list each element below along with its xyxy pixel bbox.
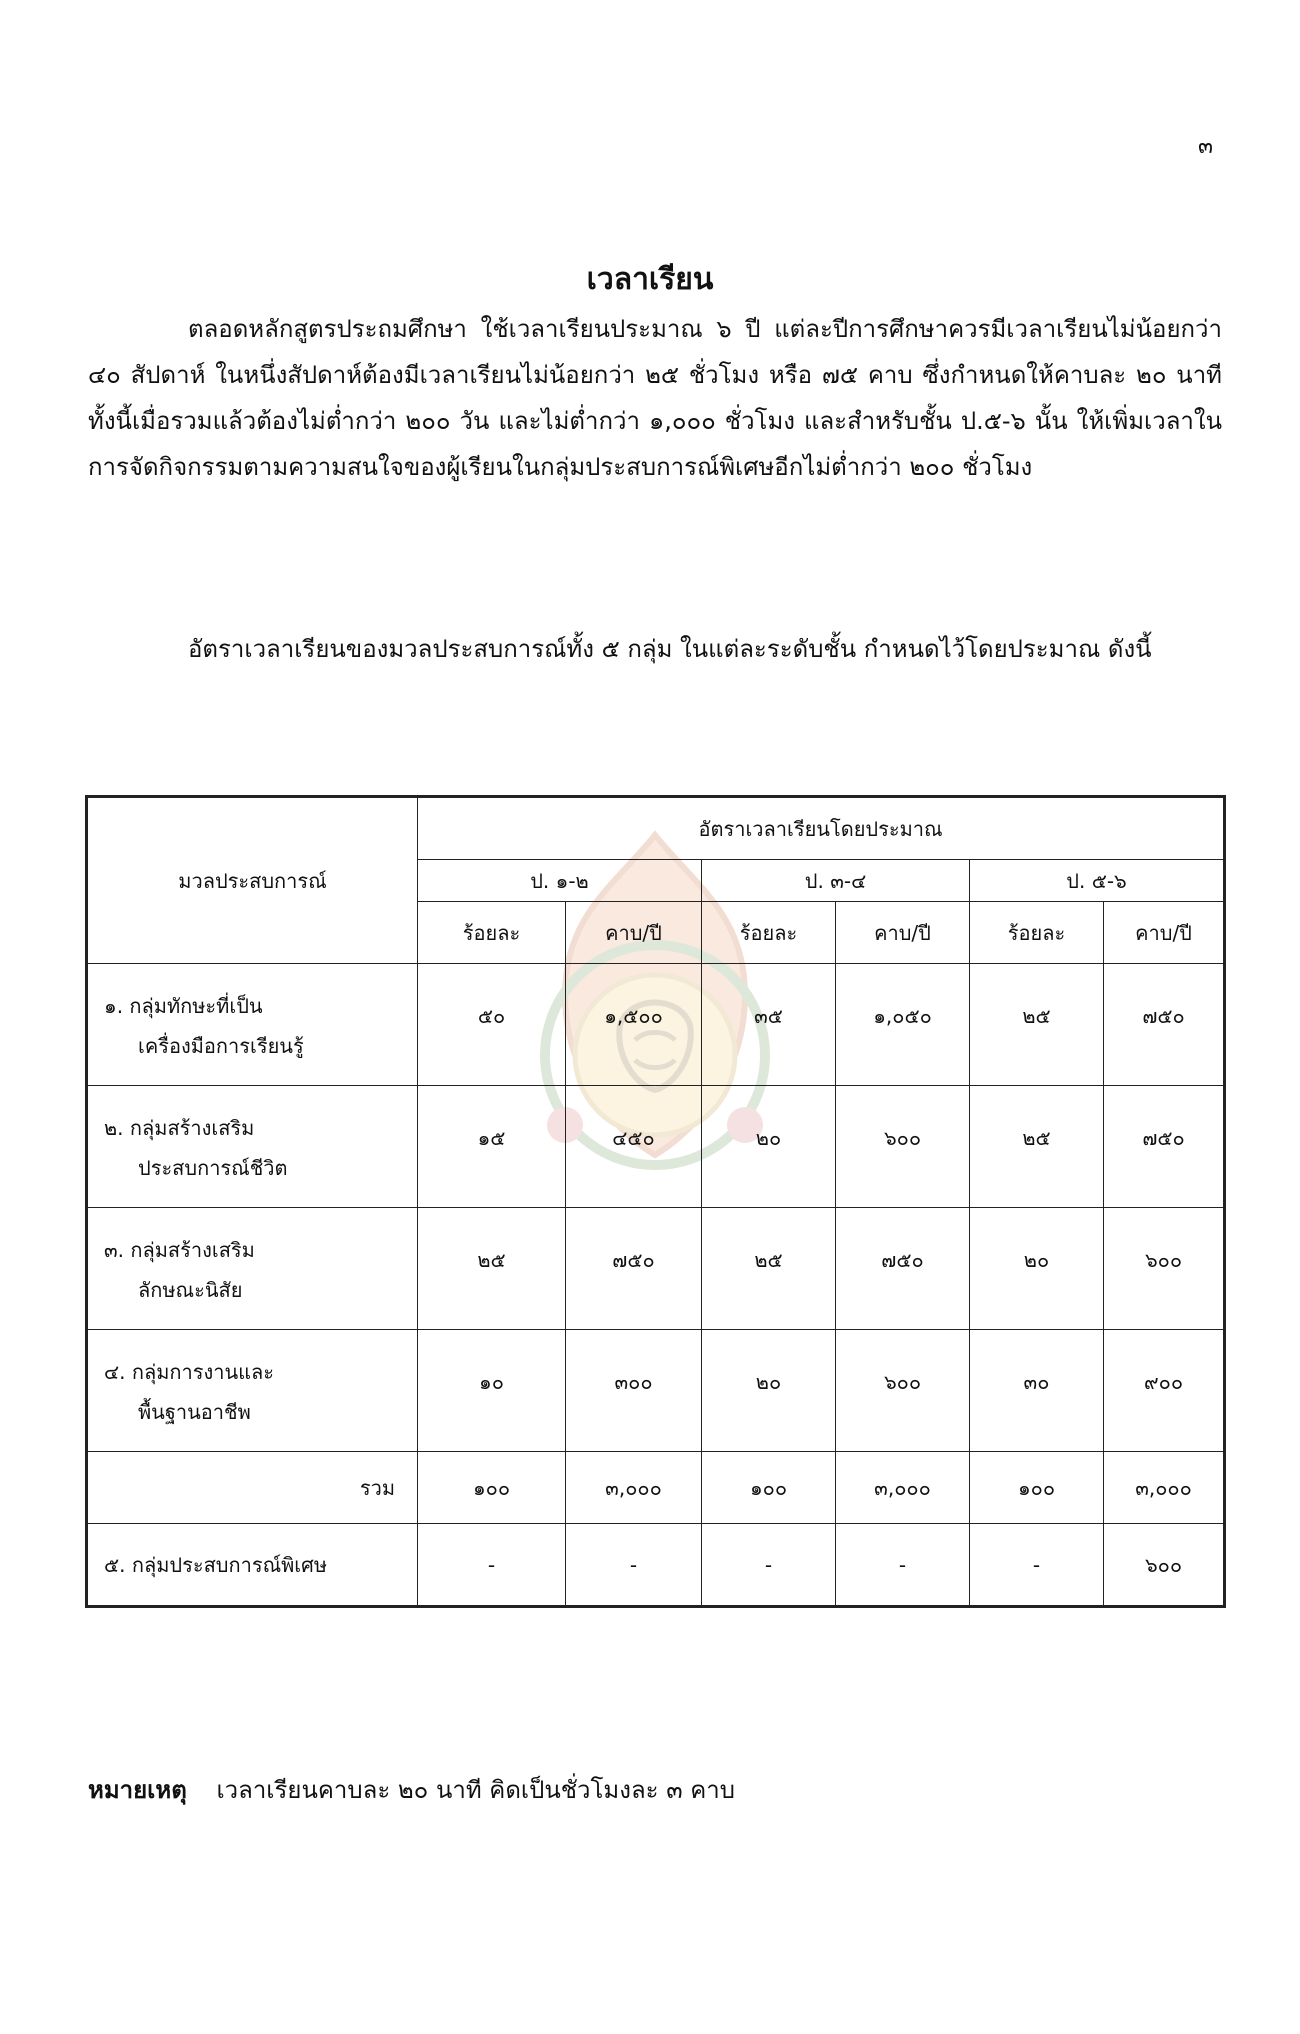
group-label-line2: ประสบการณ์ชีวิต — [138, 1156, 288, 1180]
table-cell: ๓๐ — [970, 1330, 1104, 1452]
table-cell: ๒๕ — [702, 1208, 836, 1330]
total-row — [88, 1452, 1224, 1524]
table-cell: ๖๐๐ — [836, 1086, 970, 1208]
rate-paragraph: อัตราเวลาเรียนของมวลประสบการณ์ทั้ง ๕ กลุ่ม ในแต่ละระดับชั้น กำหนดไว้โดยประมาณ ดังนี้ — [188, 635, 1152, 663]
table-cell: ๒๕ — [970, 964, 1104, 1086]
table-cell: ๖๐๐ — [836, 1330, 970, 1452]
table-cell: ๗๕๐ — [1104, 964, 1224, 1086]
table-cell: ๒๕ — [418, 1208, 566, 1330]
subheader-percent: ร้อยละ — [970, 902, 1104, 964]
footnote-text: เวลาเรียนคาบละ ๒๐ นาที คิดเป็นชั่วโมงละ ๓ คาบ — [216, 1776, 735, 1804]
subheader-percent: ร้อยละ — [418, 902, 566, 964]
footnote-label: หมายเหตุ — [88, 1776, 187, 1804]
group-label-line1: ๓. กลุ่มสร้างเสริม — [104, 1238, 255, 1262]
subheader-periods: คาบ/ปี — [566, 902, 702, 964]
table-cell: ๒๐ — [970, 1208, 1104, 1330]
subheader-percent: ร้อยละ — [702, 902, 836, 964]
group-label-line2: เครื่องมือการเรียนรู้ — [138, 1034, 304, 1058]
table-cell: ๙๐๐ — [1104, 1330, 1224, 1452]
table-cell: ๖๐๐ — [1104, 1524, 1224, 1606]
table-cell: ๒๐ — [702, 1086, 836, 1208]
group-label — [88, 1086, 418, 1208]
footnote — [88, 1770, 735, 1809]
table-cell: - — [418, 1524, 566, 1606]
total-cell: ๑๐๐ — [418, 1452, 566, 1524]
subheader-periods: คาบ/ปี — [836, 902, 970, 964]
table-cell: ๕๐ — [418, 964, 566, 1086]
table-row — [88, 964, 1224, 1086]
group-label — [88, 964, 418, 1086]
table-cell: ๑,๐๕๐ — [836, 964, 970, 1086]
table-cell: ๗๕๐ — [1104, 1086, 1224, 1208]
header-level-1: ป. ๑-๒ — [418, 860, 702, 902]
header-subject: มวลประสบการณ์ — [88, 798, 418, 964]
table-cell: ๗๕๐ — [836, 1208, 970, 1330]
group-label-line2: พื้นฐานอาชีพ — [138, 1400, 251, 1424]
group-label-line1: ๑. กลุ่มทักษะที่เป็น — [104, 994, 263, 1018]
table-cell: - — [566, 1524, 702, 1606]
table-cell: ๑๕ — [418, 1086, 566, 1208]
group-label-line1: ๒. กลุ่มสร้างเสริม — [104, 1116, 255, 1140]
intro-paragraph: ตลอดหลักสูตรประถมศึกษา ใช้เวลาเรียนประมาณ ๖ ปี แต่ละปีการศึกษาควรมีเวลาเรียนไม่น้อยกว่า ๔๐ สัปดาห์ ในหนึ่งสัปดาห์ต้องมีเวลาเรียนไม่น้อยกว่า ๒๕ ชั่วโมง หรือ ๗๕ คาบ ซึ่งกำหนดให้คาบละ ๒๐ นาที ทั้งนี้เมื่อรวมแล้วต้องไม่ต่ำกว่า ๒๐๐ วัน และไม่ต่ำกว่า ๑,๐๐๐ ชั่วโมง และสำหรับชั้น ป.๕-๖ นั้น ให้เพิ่มเวลาในการจัดกิจกรรมตามความสนใจของผู้เรียนในกลุ่มประสบการณ์พิเศษอีกไม่ต่ำกว่า ๒๐๐ ชั่วโมง — [88, 315, 1223, 481]
header-level-3: ป. ๕-๖ — [970, 860, 1224, 902]
table-cell: - — [836, 1524, 970, 1606]
group-label-line2: ลักษณะนิสัย — [138, 1278, 243, 1302]
table-cell: - — [970, 1524, 1104, 1606]
page-number: ๓ — [1198, 134, 1214, 159]
total-label: รวม — [88, 1452, 418, 1524]
page-heading: เวลาเรียน — [586, 262, 714, 297]
total-cell: ๑๐๐ — [970, 1452, 1104, 1524]
table-row — [88, 1208, 1224, 1330]
group-label-line1: ๔. กลุ่มการงานและ — [104, 1360, 275, 1384]
table-cell: ๓๐๐ — [566, 1330, 702, 1452]
total-cell: ๑๐๐ — [702, 1452, 836, 1524]
special-group-row — [88, 1524, 1224, 1606]
table-row — [88, 1086, 1224, 1208]
table-cell: ๓๕ — [702, 964, 836, 1086]
table-cell: ๒๐ — [702, 1330, 836, 1452]
group-label — [88, 1208, 418, 1330]
table-cell: ๑๐ — [418, 1330, 566, 1452]
table-cell: ๒๕ — [970, 1086, 1104, 1208]
header-level-2: ป. ๓-๔ — [702, 860, 970, 902]
study-time-table — [87, 797, 1223, 1606]
total-cell: ๓,๐๐๐ — [836, 1452, 970, 1524]
group-label — [88, 1330, 418, 1452]
special-group-label: ๕. กลุ่มประสบการณ์พิเศษ — [88, 1524, 418, 1606]
table-row — [88, 1330, 1224, 1452]
table-cell: - — [702, 1524, 836, 1606]
header-rate: อัตราเวลาเรียนโดยประมาณ — [418, 798, 1224, 860]
total-cell: ๓,๐๐๐ — [566, 1452, 702, 1524]
total-cell: ๓,๐๐๐ — [1104, 1452, 1224, 1524]
table-cell: ๖๐๐ — [1104, 1208, 1224, 1330]
table-cell: ๔๕๐ — [566, 1086, 702, 1208]
subheader-periods: คาบ/ปี — [1104, 902, 1224, 964]
table-cell: ๗๕๐ — [566, 1208, 702, 1330]
table-cell: ๑,๕๐๐ — [566, 964, 702, 1086]
